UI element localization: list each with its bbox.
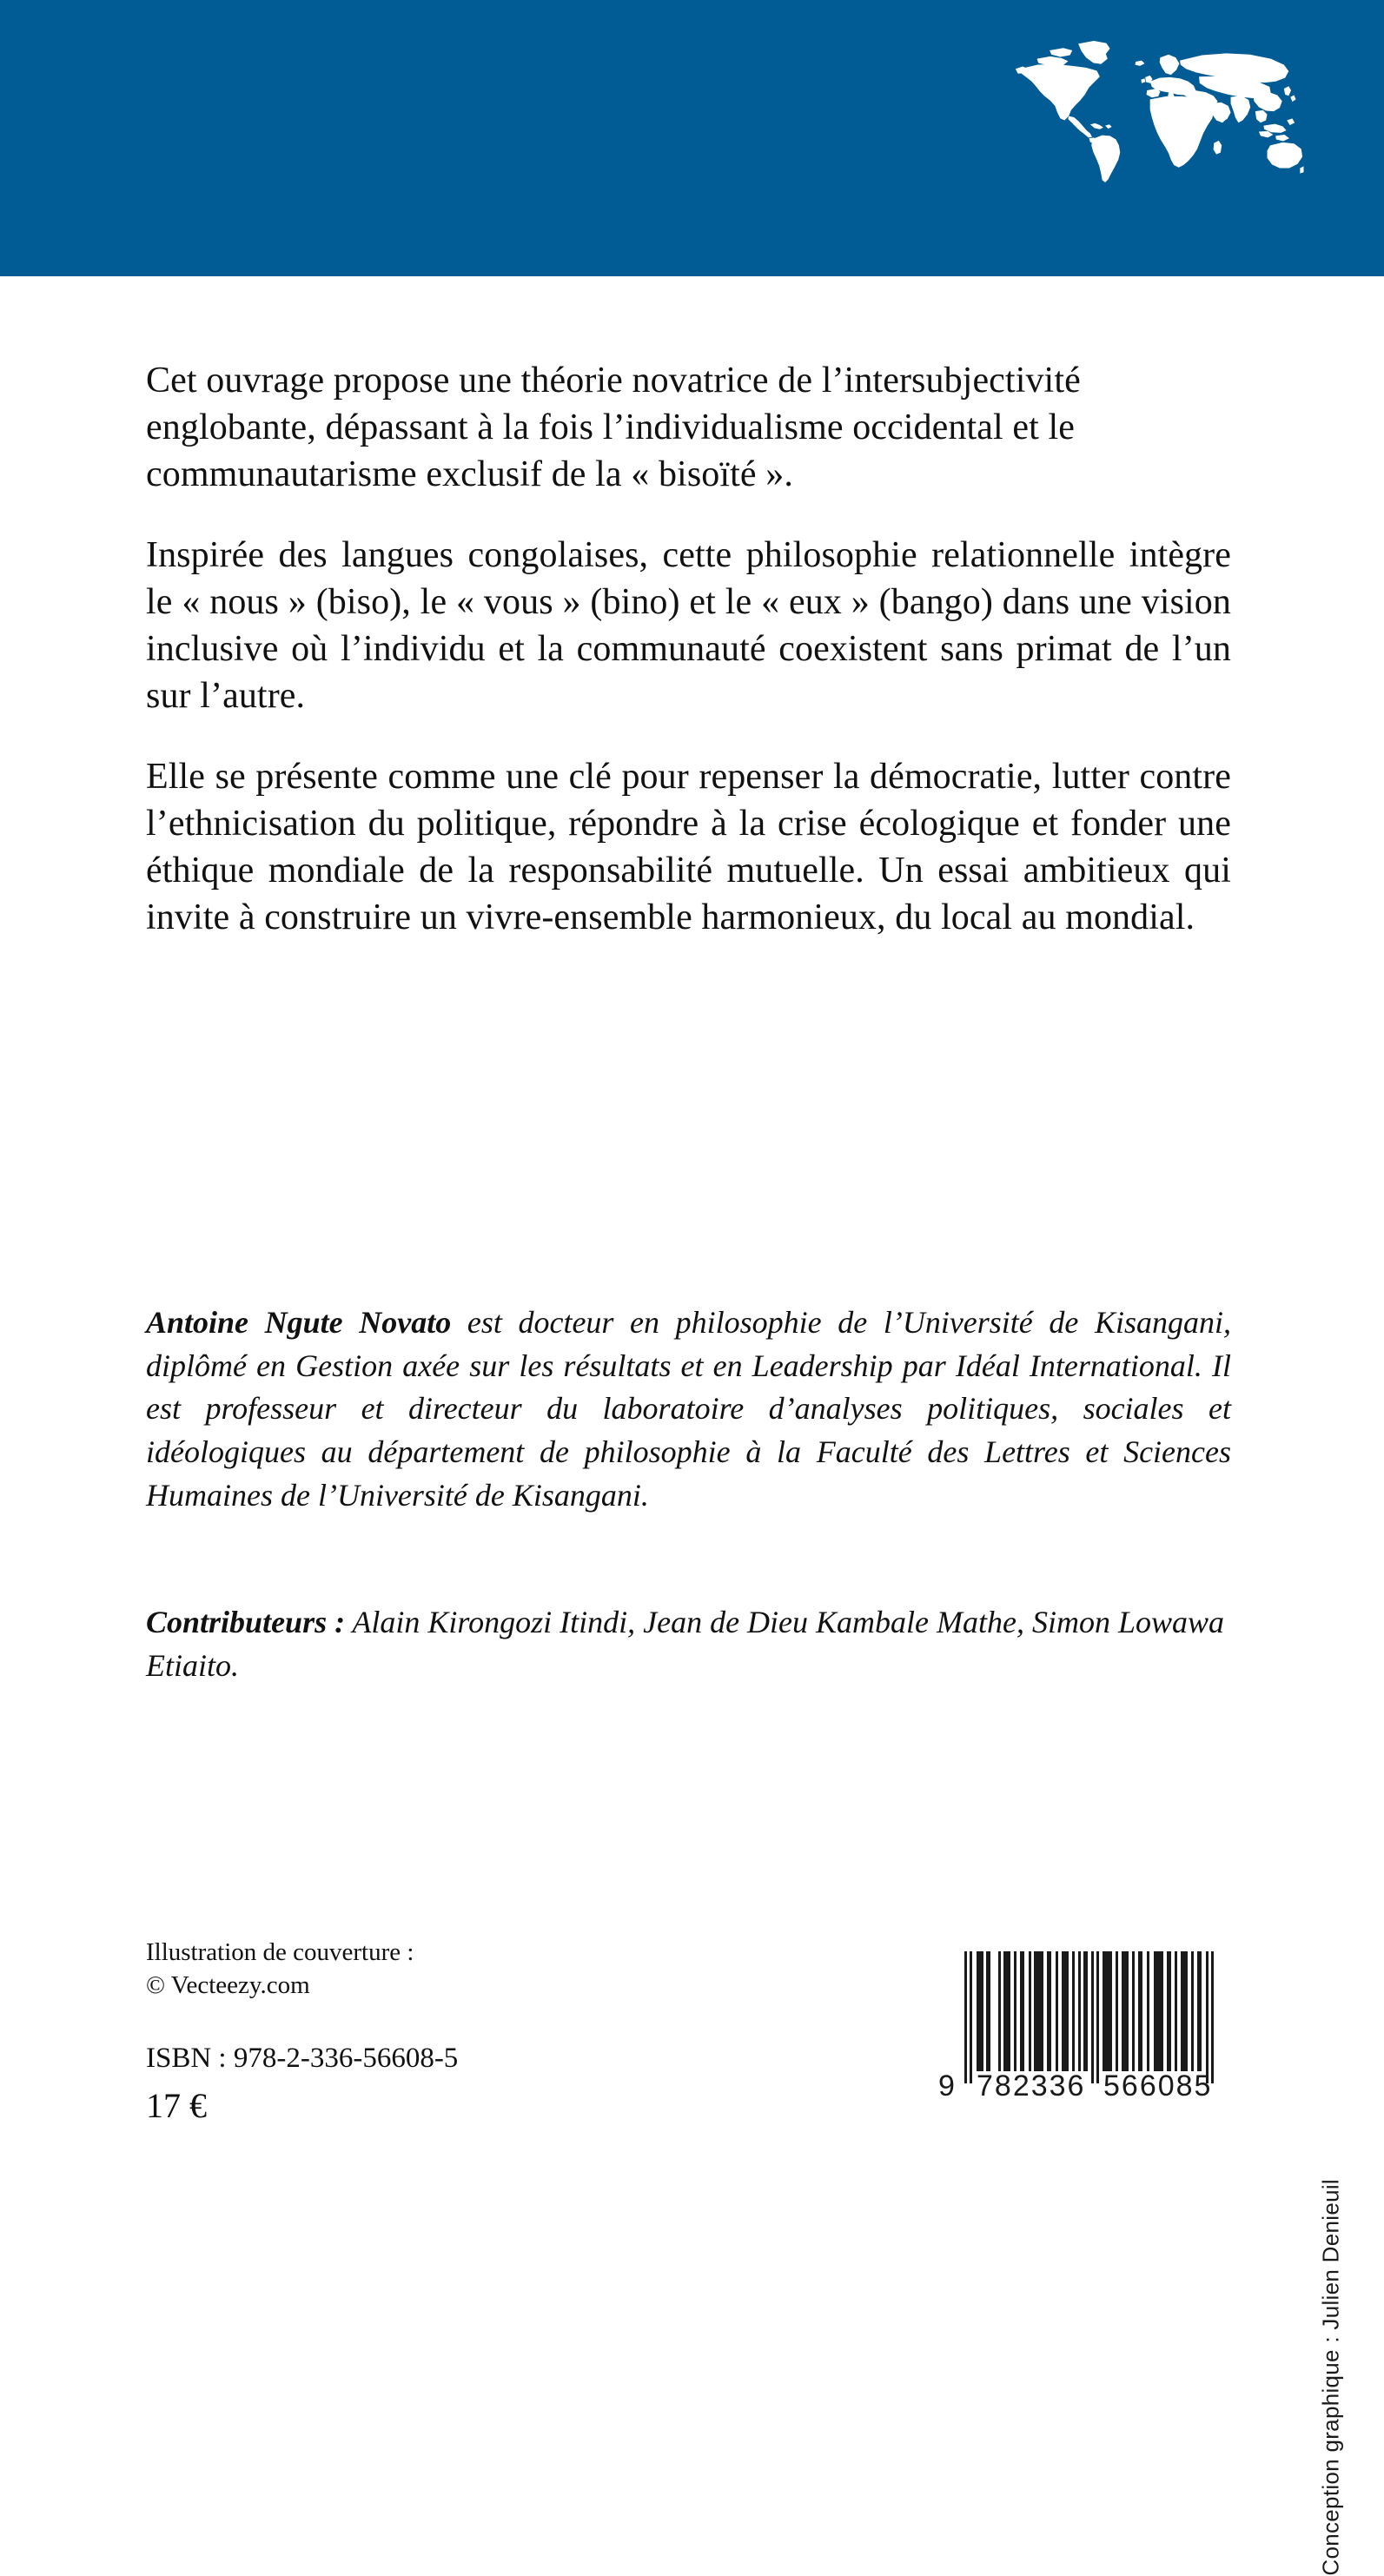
footer-left-block (146, 1936, 806, 2127)
header-blue-band (0, 0, 1384, 276)
blurb-paragraph-2: Inspirée des langues congolaises, cette philosophie relationnelle intègre le « nous » (biso), le « vous » (bino) et le « eux » (bango) dans une vision inclusive où l’individu et la communauté coexistent sans primat de l’un sur l’autre. (146, 535, 1231, 716)
blurb-paragraph-3: Elle se présente comme une clé pour repenser la démocratie, lutter contre l’ethnicisation du politique, répondre à la crise écologique et fonder une éthique mondiale de la responsabilité mutuelle. Un essai ambitieux qui invite à construire un vivre-ensemble harmonieux, du local au mondial. (146, 757, 1231, 937)
designer-credit: Conception graphique : Julien Denieuil (1318, 2179, 1344, 2576)
blurb-paragraph-1: Cet ouvrage propose une théorie novatrice de l’intersubjectivité englobante, dépassant à la fois l’individualisme occidental et le communautarisme exclusif de la « bisoïté ». (146, 361, 1081, 494)
author-bio-text: est docteur en philosophie de l’Université de Kisangani, diplômé en Gestion axée sur les résultats et en Leadership par Idéal International. Il est professeur et directeur du laboratoire d’analyses politiques, sociales et idéologiques au département de philosophie à la Faculté des Lettres et Sciences Humaines de l’Université de Kisangani. (146, 1305, 1232, 1513)
contributors-names: Alain Kirongozi Itindi, Jean de Dieu Kambale Mathe, Simon Lowawa Etiaito. (146, 1605, 1225, 1683)
author-bio-block (146, 1301, 1231, 1517)
author-name: Antoine Ngute Novato (146, 1305, 452, 1340)
illustration-credit (146, 1936, 806, 2003)
barcode-lead-digit: 9 (938, 2069, 955, 2103)
blurb-text-block (146, 358, 1231, 941)
isbn-value: ISBN : 978-2-336-56608-5 (146, 2042, 459, 2074)
contributors-label: Contributeurs : (146, 1605, 346, 1639)
illustration-label: Illustration de couverture : (146, 1938, 414, 1966)
illustration-source: © Vecteezy.com (146, 1971, 310, 2000)
barcode-left-group: 782336 (977, 2069, 1086, 2103)
barcode-right-group: 566085 (1103, 2069, 1213, 2103)
contributors-line (146, 1601, 1231, 1687)
ean13-barcode (926, 1939, 1232, 2122)
contributors-block (146, 1601, 1231, 1687)
world-map-icon (1004, 33, 1304, 182)
author-bio (146, 1301, 1231, 1517)
price-value: 17 € (146, 2085, 207, 2125)
